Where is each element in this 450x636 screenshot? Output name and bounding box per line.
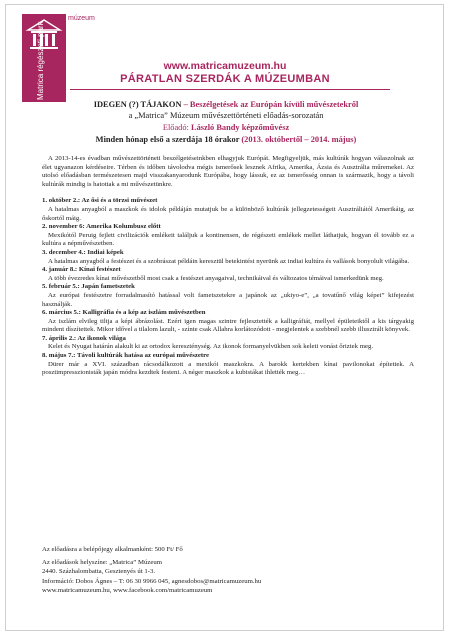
main-content: [42, 155, 414, 378]
intro-paragraph: A 2013-14-es évadban művészettörténeti beszélgetéseinkben elhagyjuk Európát. Megfigyeljük, más kultúrák hogyan válaszolnak az élet ugyanazon kérdéseire. Térben és időben távolodva mégis ismerősek lesznek Afrika, Amerika, Ázsia és Ausztrália műremekei. Az utolsó előadásban természetesen majd visszakanyarodunk Európába, hogy lássuk, ez az ismerősség onnan is származik, hogy a távoli kultúrák mindig is hatottak a mi művészetünkre.: [42, 155, 414, 188]
title-main: IDEGEN (?) TÁJAKON: [93, 100, 182, 109]
session-body: A hatalmas anyagból a maszkok és idolok példáján mutatjuk be a különböző kultúrák jellegzetességeit Ausztráliától Amerikáig, az őskortól máig.: [42, 205, 414, 222]
logo-park-text: Matrica régészeti park: [36, 21, 45, 100]
session-item: [42, 266, 414, 283]
session-item: [42, 249, 414, 266]
session-body: Az európai festészetre forradalmasító hatással volt fametszetekre a japánok az „ukiyo-e”, „a tovatűnő világ képei” kifejezést használják.: [42, 291, 414, 308]
schedule-main: Minden hónap első a szerdája 18 órakor: [95, 135, 242, 144]
header-divider: [70, 89, 390, 90]
museum-logo: [22, 14, 66, 102]
address-line: 2440. Százhalombatta, Gesztenyés út 1-3.: [42, 568, 156, 576]
title-dash: –: [181, 100, 190, 109]
session-title: 6. március 5.: Kalligráfia és a kép az iszlám művészetben: [42, 309, 206, 317]
price-line: Az előadásra a belépőjegy alkalmanként: 500 Ft/ Fő: [42, 546, 183, 553]
session-title: 3. december 4.: Indiai képek: [42, 248, 124, 256]
session-item: [42, 335, 414, 352]
speaker-name: László Bandy képzőművész: [190, 123, 290, 132]
schedule-range: (2013. októbertől – 2014. május): [241, 135, 357, 144]
speaker-label: Előadó:: [162, 123, 191, 132]
session-item: [42, 197, 414, 223]
session-body: A hatalmas anyagból a festészet és a szobrászat példáin keresztül betekintést nyerünk az indiai kultúra és vallások bonyolult világába.: [48, 257, 410, 265]
session-title: 8. május 7.: Távoli kultúrák hatása az európai művészetre: [42, 352, 209, 360]
session-title: 2. november 6: Amerika Kolumbusz előtt: [42, 223, 161, 231]
logo-museum-label: múzeum: [68, 15, 95, 22]
session-body: Mexikótól Peruig fejlett civilizációk emlékeit találjuk a kontinensen, de régészeti emlékek mellet láthatjuk, hogyan él tovább ez a kultúra a népművészetben.: [42, 231, 414, 248]
header-url[interactable]: www.matricamuzeum.hu: [163, 60, 287, 72]
event-title: [40, 99, 412, 110]
session-item: [42, 283, 414, 309]
session-title: 7. április 2.: Az ikonok világa: [42, 334, 126, 342]
session-body: Dürer már a XVI. században rácsodálkozott a mexikói maszkokra. A barokk kertekben kínai pavilonokat építettek. A posztimpresszionisták japán módra kezdtek festeni. A néger maszkok a kubistákat ihlették meg…: [42, 360, 414, 377]
web-links[interactable]: www.matricamuzeum.hu, www.facebook.com/matricamuzeum: [42, 586, 213, 594]
session-title: 4. január 8.: Kínai festészet: [42, 266, 121, 274]
session-title: 1. október 2.: Az ősi és a törzsi művészet: [42, 197, 158, 205]
footer-info: [42, 545, 414, 595]
session-title: 5. február 5.: Japán fametszetek: [42, 283, 135, 291]
session-body: Az iszlám elvileg tiltja a képi ábrázolást. Ezért igen magas szintre fejlesztették a kalligráfiát, mellyel épületeiktől a kis tárgyakig mindent díszítettek. Mikor idővel a tilalom lazult, - színte csak Allahra korlátozódott - megjelentek a szebbnél szebb illusztrált könyvek.: [42, 317, 414, 334]
series-title: PÁRATLAN SZERDÁK A MÚZEUMBAN: [120, 73, 330, 85]
session-item: [42, 352, 414, 378]
title-subtitle: Beszélgetések az Európán kívüli művészetekről: [189, 100, 359, 109]
session-item: [42, 309, 414, 335]
schedule-line: [40, 134, 412, 145]
series-line: a „Matrica” Múzeum művészettörténeti előadás-sorozatán: [128, 111, 324, 120]
venue-line: Az előadások helyszíne: „Matrica” Múzeum: [42, 559, 162, 567]
session-body: A több évezredes kínai művészetből most csak a festészet anyagaival, technikáival és változatos témáival ismerkedünk meg.: [48, 274, 384, 282]
speaker-line: [40, 122, 412, 133]
session-item: [42, 223, 414, 249]
session-body: Kelet és Nyugat határán alakult ki az ortodox kereszténység. Az ikonok formanyelvükben sok keleti vonást őriztek meg.: [48, 343, 374, 351]
contact-line[interactable]: Információ: Dobos Ágnes – T: 06 30 9966 045, agnesdobos@matricamuzeum.hu: [42, 577, 262, 585]
